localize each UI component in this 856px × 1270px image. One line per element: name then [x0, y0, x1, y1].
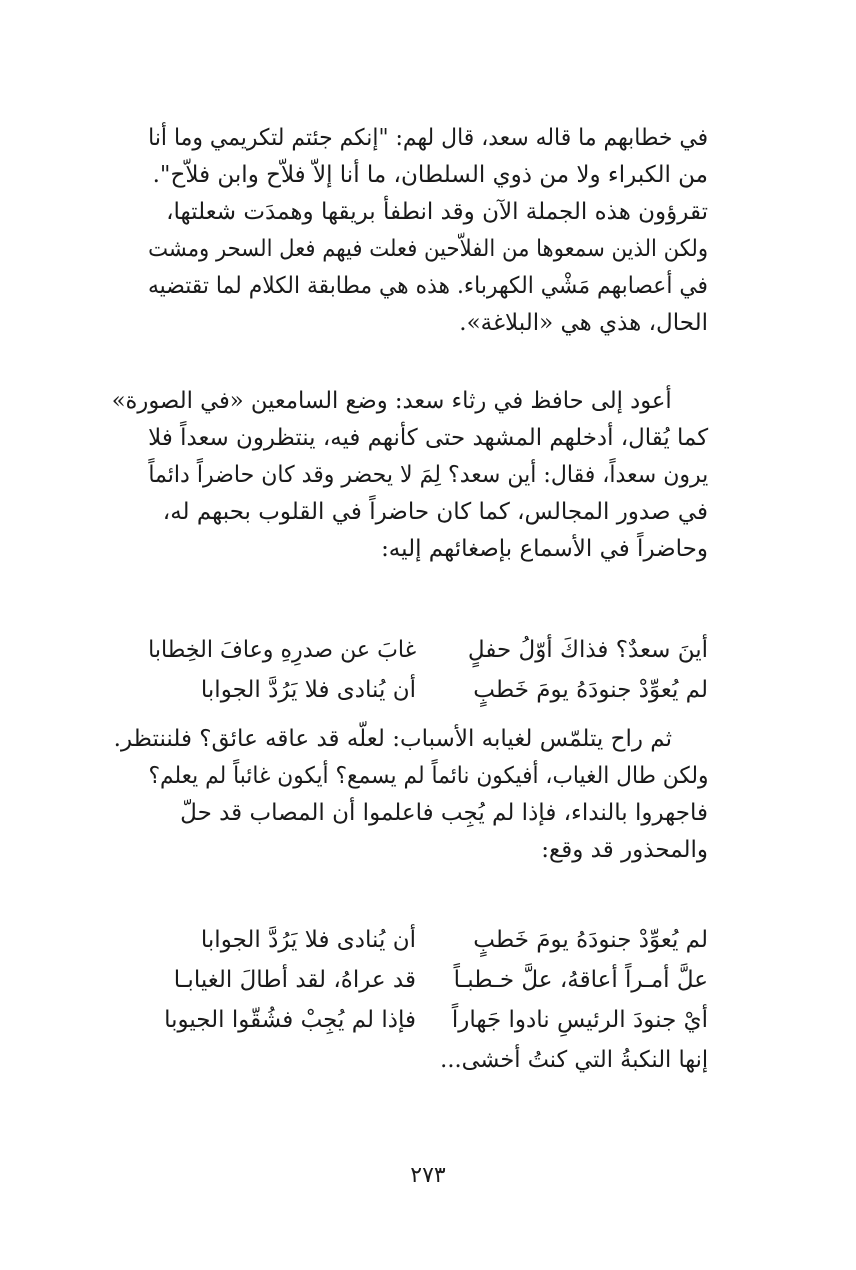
second-hemistich: قد عراهُ، لقد أطالَ الغيابـا [173, 967, 416, 993]
first-hemistich: علَّ أمـراً أعاقهُ، علَّ خـطبـاً [453, 967, 708, 993]
text-line: تقرؤون هذه الجملة الآن وقد انطفأ بريقها وهمدَت شعلتها، [166, 199, 708, 225]
paragraph-1 [148, 120, 708, 342]
text-line: أعود إلى حافظ في رثاء سعد: وضع السامعين «في الصورة» [112, 388, 672, 414]
first-hemistich: أيْ جنودَ الرئيسِ نادوا جَهاراً [451, 1007, 708, 1033]
second-hemistich: غابَ عن صدرِهِ وعافَ الخِطابا [148, 637, 416, 663]
poem-verse [148, 1000, 708, 1040]
poem-1 [148, 630, 708, 710]
first-hemistich: إنها النكبةُ التي كنتُ أخشى... [440, 1047, 708, 1073]
page-number: ٢٧٣ [410, 1163, 446, 1188]
paragraph-3 [113, 721, 708, 869]
text-line: في خطابهم ما قاله سعد، قال لهم: "إنكم جئتم لتكريمي وما أنا [148, 125, 708, 151]
poem-2 [148, 920, 708, 1080]
second-hemistich [148, 1040, 416, 1080]
text-line: الحال، هذي هي «البلاغة». [459, 310, 708, 336]
first-hemistich: لم يُعوِّدْ جنودَهُ يومَ خَطبٍ [473, 927, 708, 953]
first-hemistich: لم يُعوِّدْ جنودَهُ يومَ خَطبٍ [473, 677, 708, 703]
poem-verse [148, 920, 708, 960]
text-line: ولكن طال الغياب، أفيكون نائماً لم يسمع؟ أيكون غائباً لم يعلم؟ [148, 763, 708, 789]
second-hemistich: أن يُنادى فلا يَرُدَّ الجوابا [200, 927, 416, 953]
text-line: كما يُقال، أدخلهم المشهد حتى كأنهم فيه، ينتظرون سعداً فلا [148, 425, 708, 451]
poem-verse [148, 630, 708, 670]
text-line: والمحذور قد وقع: [541, 837, 708, 863]
text-line: فاجهروا بالنداء، فإذا لم يُجِب فاعلموا أن المصاب قد حلّ [180, 800, 708, 826]
poem-verse [148, 670, 708, 710]
second-hemistich: أن يُنادى فلا يَرُدَّ الجوابا [200, 677, 416, 703]
poem-verse [148, 960, 708, 1000]
text-line: يرون سعداً، فقال: أين سعد؟ لِمَ لا يحضر وقد كان حاضراً دائماً [148, 462, 708, 488]
paragraph-2 [112, 383, 708, 568]
text-line: ثم راح يتلمّس لغيابه الأسباب: لعلّه قد عاقه عائق؟ فلننتظر. [113, 726, 672, 752]
poem-verse [148, 1040, 708, 1080]
text-line: وحاضراً في الأسماع بإصغائهم إليه: [381, 536, 708, 562]
text-line: من الكبراء ولا من ذوي السلطان، ما أنا إلاّ فلاّح وابن فلاّح". [152, 162, 708, 188]
first-hemistich: أينَ سعدٌ؟ فذاكَ أوّلُ حفلٍ [467, 637, 708, 663]
text-line: ولكن الذين سمعوها من الفلاّحين فعلت فيهم فعل السحر ومشت [148, 236, 708, 262]
second-hemistich: فإذا لم يُجِبْ فشُقّوا الجيوبا [164, 1007, 416, 1033]
text-line: في صدور المجالس، كما كان حاضراً في القلوب بحبهم له، [162, 499, 708, 525]
text-line: في أعصابهم مَشْي الكهرباء. هذه هي مطابقة الكلام لما تقتضيه [148, 273, 708, 299]
